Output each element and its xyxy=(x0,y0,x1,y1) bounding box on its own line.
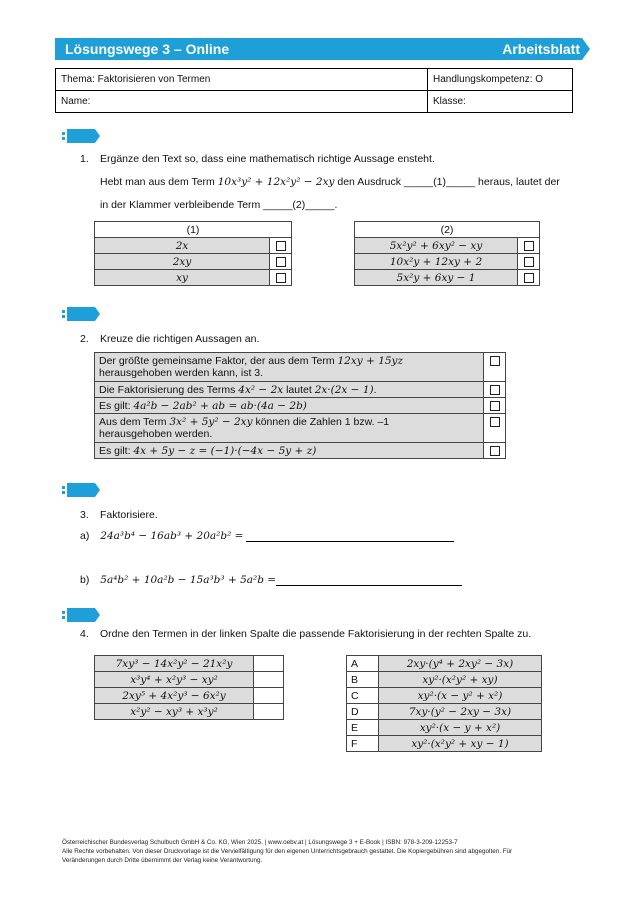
footer xyxy=(62,838,592,865)
q2-statement: Der größte gemeinsame Faktor, der aus dem Term 12xy + 15yz herausgehoben werden kann, ist 3. xyxy=(95,353,484,382)
q4-answer-cell[interactable] xyxy=(254,656,284,672)
section-marker-2 xyxy=(62,307,100,321)
footer-line: Veränderungen durch Dritte übernimmt der Verlag keine Verantwortung. xyxy=(62,857,263,864)
q2-number: 2. xyxy=(80,333,89,345)
q3-a-label: a) xyxy=(80,530,90,542)
q2-statement: Die Faktorisierung des Terms 4x² − 2x lautet 2x·(2x − 1). xyxy=(95,382,484,398)
q4-left-term: x³y⁴ + x²y³ − xy² xyxy=(95,672,254,688)
checkbox[interactable] xyxy=(518,238,540,254)
q1-instruction: Ergänze den Text so, dass eine mathematisch richtige Aussage ensteht. xyxy=(100,153,435,165)
info-table xyxy=(55,68,573,113)
q1-line1-pre: Hebt man aus dem Term xyxy=(100,176,218,188)
checkbox[interactable] xyxy=(270,238,292,254)
q3-b-term: 5a⁴b² + 10a²b − 15a³b³ + 5a²b = xyxy=(100,574,277,586)
checkbox[interactable] xyxy=(270,270,292,286)
checkbox[interactable] xyxy=(484,353,506,382)
q4-answer-cell[interactable] xyxy=(254,672,284,688)
q4-right-term: xy²·(x²y² + xy − 1) xyxy=(379,736,542,752)
topic-cell: Thema: Faktorisieren von Termen xyxy=(56,69,428,91)
q1-line2: in der Klammer verbleibende Term _____(2)_____. xyxy=(100,199,338,211)
q1-table-2 xyxy=(354,221,540,286)
q2-statement: Es gilt: 4a²b − 2ab² + ab = ab·(4a − 2b) xyxy=(95,398,484,414)
checkbox[interactable] xyxy=(484,414,506,443)
q4-right-term: xy²·(x²y² + xy) xyxy=(379,672,542,688)
section-marker-1 xyxy=(62,129,100,143)
checkbox[interactable] xyxy=(484,443,506,459)
q3-instruction: Faktorisiere. xyxy=(100,509,158,521)
q3-a-row xyxy=(80,530,454,542)
q1-col1-option: xy xyxy=(95,270,270,286)
q4-right-term: 2xy·(y⁴ + 2xy² − 3x) xyxy=(379,656,542,672)
q4-instruction: Ordne den Termen in der linken Spalte die passende Faktorisierung in der rechten Spalte zu. xyxy=(100,628,532,640)
q4-key: E xyxy=(347,720,379,736)
q4-right-table xyxy=(346,655,542,752)
header-doc-type: Arbeitsblatt xyxy=(502,41,580,57)
section-marker-3 xyxy=(62,483,100,497)
q1-line1 xyxy=(100,176,560,188)
q1-line1-post: den Ausdruck _____(1)_____ heraus, lautet der xyxy=(334,176,560,188)
q1-col1-header: (1) xyxy=(95,222,292,238)
q4-right-term: 7xy·(y² − 2xy − 3x) xyxy=(379,704,542,720)
q2-table xyxy=(94,352,506,459)
q4-key: A xyxy=(347,656,379,672)
q3-b-answer-line[interactable] xyxy=(276,574,462,586)
header-title: Lösungswege 3 – Online xyxy=(65,41,230,57)
q3-b-row xyxy=(80,574,462,586)
checkbox[interactable] xyxy=(518,254,540,270)
name-cell[interactable]: Name: xyxy=(56,91,428,113)
q2-statement: Aus dem Term 3x² + 5y² − 2xy können die Zahlen 1 bzw. –1 herausgehoben werden. xyxy=(95,414,484,443)
q4-left-term: 7xy³ − 14x²y² − 21x²y xyxy=(95,656,254,672)
footer-line: Österreichischer Bundesverlag Schulbuch GmbH & Co. KG, Wien 2025. | www.oebv.at | Lösungswege 3 + E-Book | ISBN: 978-3-209-12253-7 xyxy=(62,839,458,846)
header-banner xyxy=(55,38,590,60)
q1-col1-option: 2xy xyxy=(95,254,270,270)
q4-right-term: xy²·(x − y + x²) xyxy=(379,720,542,736)
q1-table-1 xyxy=(94,221,292,286)
q1-term: 10x³y² + 12x²y² − 2xy xyxy=(217,176,335,188)
q1-col2-option: 5x²y² + 6xy² − xy xyxy=(355,238,518,254)
q4-key: D xyxy=(347,704,379,720)
q4-answer-cell[interactable] xyxy=(254,688,284,704)
q4-answer-cell[interactable] xyxy=(254,704,284,720)
q4-right-term: xy²·(x − y² + x²) xyxy=(379,688,542,704)
footer-line: Alle Rechte vorbehalten. Von dieser Druckvorlage ist die Vervielfältigung für den eigenen Unterrichtsgebrauch gestattet. Die Kopiergebühren sind abgegolten. Für xyxy=(62,848,513,855)
q3-a-term: 24a³b⁴ − 16ab³ + 20a²b² = xyxy=(100,530,244,542)
q4-key: B xyxy=(347,672,379,688)
q3-b-label: b) xyxy=(80,574,90,586)
checkbox[interactable] xyxy=(484,382,506,398)
q1-number: 1. xyxy=(80,153,89,165)
q1-col1-option: 2x xyxy=(95,238,270,254)
q3-a-answer-line[interactable] xyxy=(246,530,454,542)
class-cell[interactable]: Klasse: xyxy=(428,91,573,113)
section-marker-4 xyxy=(62,608,100,622)
checkbox[interactable] xyxy=(484,398,506,414)
q1-col2-header: (2) xyxy=(355,222,540,238)
q3-number: 3. xyxy=(80,509,89,521)
q2-statement: Es gilt: 4x + 5y − z = (−1)·(−4x − 5y + z) xyxy=(95,443,484,459)
q1-col2-option: 10x²y + 12xy + 2 xyxy=(355,254,518,270)
checkbox[interactable] xyxy=(270,254,292,270)
q4-key: C xyxy=(347,688,379,704)
checkbox[interactable] xyxy=(518,270,540,286)
q4-number: 4. xyxy=(80,628,89,640)
q2-instruction: Kreuze die richtigen Aussagen an. xyxy=(100,333,260,345)
q4-left-table xyxy=(94,655,284,720)
q4-left-term: x²y² − xy³ + x³y² xyxy=(95,704,254,720)
q4-key: F xyxy=(347,736,379,752)
q1-col2-option: 5x²y + 6xy − 1 xyxy=(355,270,518,286)
q4-left-term: 2xy⁵ + 4x²y³ − 6x²y xyxy=(95,688,254,704)
competence-cell: Handlungskompetenz: O xyxy=(428,69,573,91)
